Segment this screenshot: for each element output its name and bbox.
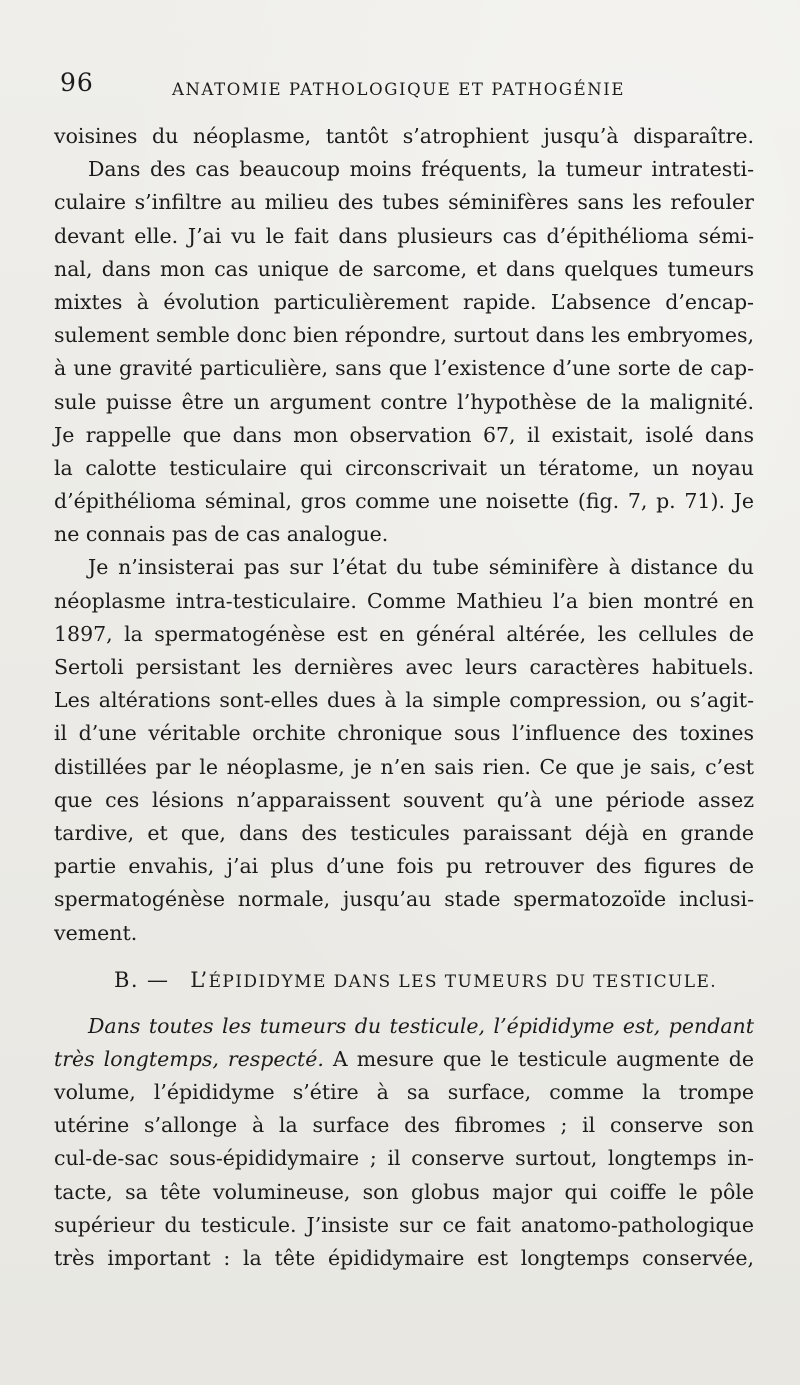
text-line: Dans des cas beaucoup moins fréquents, la tumeur intratesti- bbox=[88, 157, 754, 182]
text-run: A mesure que le testicule augmente de bbox=[323, 1046, 754, 1071]
italic-phrase: Dans toutes les tumeurs du testicule, l’épididyme est, pendant bbox=[88, 1013, 754, 1038]
section-title: ÉPIDIDYME DANS LES TUMEURS DU TESTICULE. bbox=[208, 971, 718, 992]
text-line: à une gravité particulière, sans que l’existence d’une sorte de cap- bbox=[54, 356, 754, 381]
running-title: ANATOMIE PATHOLOGIQUE ET PATHOGÉNIE bbox=[172, 80, 626, 99]
text-line: très important : la tête épididymaire est longtemps conservée, bbox=[54, 1246, 754, 1270]
text-line: il d’une véritable orchite chronique sous l’influence des toxines bbox=[54, 721, 754, 746]
text-line: néoplasme intra-testiculaire. Comme Mathieu l’a bien montré en bbox=[54, 588, 754, 613]
text-line: nal, dans mon cas unique de sarcome, et dans quelques tumeurs bbox=[54, 256, 754, 281]
text-line: devant elle. J’ai vu le fait dans plusieurs cas d’épithélioma sémi- bbox=[54, 223, 754, 248]
text-line: volume, l’épididyme s’étire à sa surface, comme la trompe bbox=[54, 1080, 754, 1105]
text-line: Sertoli persistant les dernières avec leurs caractères habituels. bbox=[54, 655, 754, 679]
text-line: voisines du néoplasme, tantôt s’atrophient jusqu’à disparaître. bbox=[54, 124, 754, 148]
text-line bbox=[54, 1010, 754, 1043]
text-line: Je rappelle que dans mon observation 67, il existait, isolé dans bbox=[54, 422, 754, 447]
section-label: B. — bbox=[114, 967, 170, 992]
section-initial: L’ bbox=[190, 967, 209, 992]
text-line: la calotte testiculaire qui circonscrivait un tératome, un noyau bbox=[54, 455, 754, 480]
running-head bbox=[60, 68, 750, 104]
text-line: que ces lésions n’apparaissent souvent qu’à une période assez bbox=[54, 787, 754, 812]
text-line: vement. bbox=[54, 920, 138, 945]
text-line bbox=[54, 1043, 754, 1076]
text-line: mixtes à évolution particulièrement rapide. L’absence d’encap- bbox=[54, 289, 754, 314]
body-text bbox=[54, 120, 754, 1275]
text-line: spermatogénèse normale, jusqu’au stade spermatozoïde inclusi- bbox=[54, 887, 754, 912]
text-line: tacte, sa tête volumineuse, son globus major qui coiffe le pôle bbox=[54, 1179, 754, 1204]
text-line: sulement semble donc bien répondre, surtout dans les embryomes, bbox=[54, 323, 754, 348]
text-line: Les altérations sont-elles dues à la simple compression, ou s’agit- bbox=[54, 688, 754, 713]
text-line: partie envahis, j’ai plus d’une fois pu retrouver des figures de bbox=[54, 854, 754, 879]
text-line: 1897, la spermatogénèse est en général altérée, les cellules de bbox=[54, 621, 754, 646]
text-line: sule puisse être un argument contre l’hypothèse de la malignité. bbox=[54, 389, 754, 414]
text-line: culaire s’infiltre au milieu des tubes séminifères sans les refouler bbox=[54, 190, 754, 215]
section-heading bbox=[54, 950, 754, 1010]
text-line: ne connais pas de cas analogue. bbox=[54, 522, 389, 547]
text-line: distillées par le néoplasme, je n’en sais rien. Ce que je sais, c’est bbox=[54, 754, 754, 779]
text-line: tardive, et que, dans des testicules paraissant déjà en grande bbox=[54, 820, 754, 845]
text-line: supérieur du testicule. J’insiste sur ce fait anatomo-pathologique bbox=[54, 1212, 754, 1237]
italic-phrase: très longtemps, respecté. bbox=[54, 1046, 324, 1071]
text-line: utérine s’allonge à la surface des fibromes ; il conserve son bbox=[54, 1113, 754, 1138]
text-line: d’épithélioma séminal, gros comme une noisette (fig. 7, p. 71). Je bbox=[54, 489, 754, 514]
text-line: Je n’insisterai pas sur l’état du tube séminifère à distance du bbox=[88, 555, 754, 580]
page-number: 96 bbox=[60, 68, 94, 97]
text-line: cul-de-sac sous-épididymaire ; il conserve surtout, longtemps in- bbox=[54, 1146, 754, 1171]
